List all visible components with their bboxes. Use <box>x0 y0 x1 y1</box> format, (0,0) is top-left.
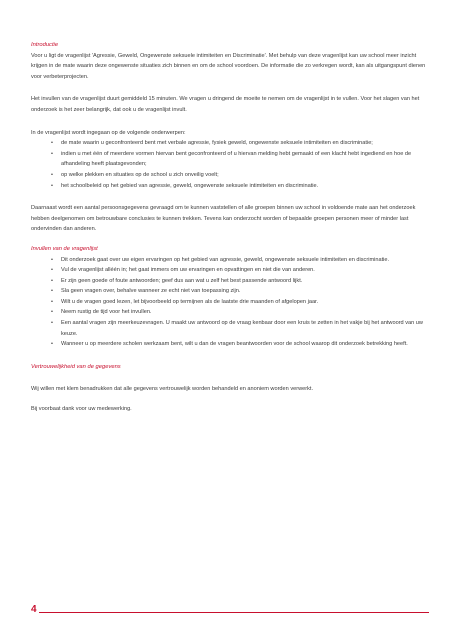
bullet-icon: • <box>51 298 53 305</box>
document-page <box>31 40 429 415</box>
intro-paragraph-1: Voor u ligt de vragenlijst 'Agressie, Geweld, Ongewenste seksuele intimiteiten en Discriminatie'. Met behulp van deze vragenlijst kan uw school meer inzicht krijgen in de mate waarin deze ongewenste situaties zich binnen en om de school voordoen. De informatie die zo verkregen wordt, kan als uitgangspunt dienen voor verbeterprojecten. <box>31 52 426 80</box>
bullet-icon: • <box>51 150 53 157</box>
list-item: • Wilt u de vragen goed lezen, let bijvoorbeeld op termijnen als de laatste drie maanden of afgelopen jaar. <box>31 297 429 308</box>
bullet-icon: • <box>51 140 53 147</box>
footer-divider <box>39 612 429 613</box>
section-heading-introductie: Introductie <box>31 42 59 48</box>
bullet-icon: • <box>51 182 53 189</box>
list-item: • Dit onderzoek gaat over uw eigen ervaringen op het gebied van agressie, geweld, ongewenste seksuele intimiteiten en discriminatie. <box>31 255 429 266</box>
instructions-list <box>31 255 429 350</box>
topics-list <box>31 138 429 191</box>
bullet-icon: • <box>51 320 53 327</box>
list-item: • indien u met één of meerdere vormen hiervan bent geconfronteerd of u hiervan melding hebt gemaakt of een klacht hebt ingediend en hoe de afhandeling heeft plaatsgevonden; <box>51 150 412 168</box>
list-item: • Een aantal vragen zijn meerkeuzevragen. U maakt uw antwoord op de vraag kenbaar door een kruis te zetten in het vakje bij het antwoord van uw keuze. <box>51 320 423 337</box>
bullet-icon: • <box>51 309 53 316</box>
section-heading-vertrouwelijkheid: Vertrouwelijkheid van de gegevens <box>31 363 121 370</box>
page-number: 4 <box>31 604 37 615</box>
bullet-icon: • <box>51 341 53 348</box>
bullet-icon: • <box>51 171 53 178</box>
section-heading-invullen: Invullen van de vragenlijst <box>31 245 98 252</box>
intro-paragraph-2: Het invullen van de vragenlijst duurt gemiddeld 15 minuten. We vragen u dringend de moeite te nemen om de vragenlijst in te vullen. Voor het slagen van het onderzoek is het zeer belangrijk, dat ook u de vragenlijst invult. <box>31 96 420 113</box>
list-item: • het schoolbeleid op het gebied van agressie, geweld, ongewenste seksuele intimiteiten en discriminatie. <box>31 181 429 192</box>
bullet-icon: • <box>51 277 53 284</box>
list-item: • Wanneer u op meerdere scholen werkzaam bent, wilt u dan de vragen beantwoorden voor de school waarop dit onderzoek betrekking heeft. <box>31 339 429 350</box>
list-item: • Sla geen vragen over, behalve wanneer ze echt niet van toepassing zijn. <box>31 286 429 297</box>
intro-paragraph-4: Daarnaast wordt een aantal persoonsgegevens gevraagd om te kunnen vaststellen of alle groepen binnen uw school in voldoende mate aan het onderzoek hebben deelgenomen om betrouwbare conclusies te kunnen trekken. Tevens kan onderzocht worden of bepaalde groepen personen meer of minder last ondervinden dan anderen. <box>31 205 416 233</box>
list-item: • Neem rustig de tijd voor het invullen. <box>31 307 429 318</box>
vertrouwelijkheid-paragraph-1: Wij willen met klem benadrukken dat alle gegevens vertrouwelijk worden behandeld en anoniem worden verwerkt. <box>31 386 314 393</box>
bullet-icon: • <box>51 256 53 263</box>
list-item: • de mate waarin u geconfronteerd bent met verbale agressie, fysiek geweld, ongewenste seksuele intimiteiten en discriminatie; <box>31 138 429 149</box>
closing-thanks: Bij voorbaat dank voor uw medewerking. <box>31 406 132 413</box>
list-item: • Er zijn geen goede of foute antwoorden; geef dus aan wat u zelf het best passende antwoord lijkt. <box>31 276 429 287</box>
bullet-icon: • <box>51 288 53 295</box>
list-item: • Vul de vragenlijst alléén in; het gaat immers om uw ervaringen en opvattingen en niet die van anderen. <box>31 265 429 276</box>
intro-paragraph-3: In de vragenlijst wordt ingegaan op de volgende onderwerpen: <box>31 129 186 136</box>
bullet-icon: • <box>51 267 53 274</box>
list-item: • op welke plekken en situaties op de school u zich onveilig voelt; <box>31 170 429 181</box>
